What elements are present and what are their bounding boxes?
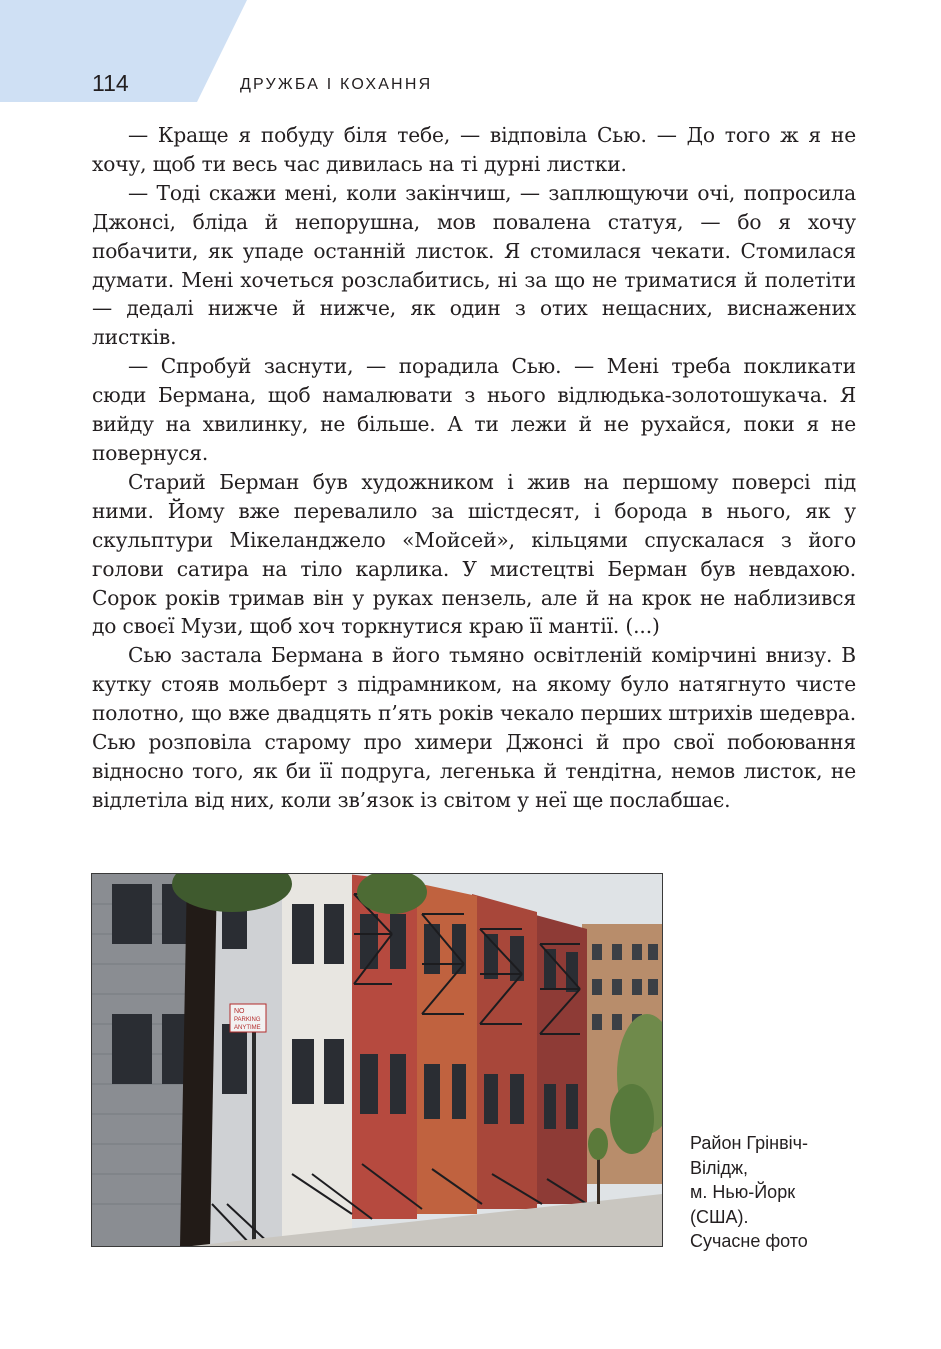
header-accent-band [0,0,941,110]
sign-text: ANYTIME [234,1025,261,1031]
caption-line: Вілідж, [690,1157,749,1178]
greenwich-village-photo [91,873,663,1247]
story-text [92,121,856,815]
section-title: ДРУЖБА І КОХАННЯ [240,76,433,93]
caption-line: м. Нью-Йорк [690,1182,796,1202]
caption-line: (США). [690,1206,749,1227]
sign-text: PARKING [234,1017,261,1023]
paragraph: Сью застала Бермана в його тьмяно освітленій комірчині внизу. В кутку стояв мольберт з підрамником, на якому було натягнуто чисте полотно, що вже двадцять п’ять років чекало перших штрихів шедевра. Сью розповіла старому про химери Джонсі й про свої побоювання відносно того, як би її подруга, легенька й тендітна, немов листок, не відлетіла від них, коли зв’язок із світом у неї ще послабшає. [92,643,856,812]
paragraph: — Тоді скажи мені, коли закінчиш, — заплющуючи очі, попросила Джонсі, бліда й непорушна, мов повалена статуя, — бо я хочу побачити, як упаде останній листок. Я стомилася чекати. Стомилася думати. Мені хочеться розслабитись, ні за що не триматися й полетіти — дедалі нижче й нижче, як один з отих нещасних, виснажених листків. [92,180,856,350]
caption-line: Сучасне фото [690,1231,808,1251]
paragraph: — Краще я побуду біля тебе, — відповіла Сью. — До того ж я не хочу, щоб ти весь час дивилась на ті дурні листки. [92,123,856,176]
photo-caption [690,1131,900,1254]
paragraph: — Спробуй заснути, — порадила Сью. — Мені треба покликати сюди Бермана, щоб намалювати з нього відлюдька-золотошукача. Я вийду на хвилинку, не більше. А ти лежи й не рухайся, поки я не повернуся. [92,354,856,465]
page-number: 114 [92,70,129,96]
sign-text: NO [234,1008,245,1015]
caption-line: Район Грінвіч- [690,1133,809,1153]
paragraph: Старий Берман був художником і жив на першому поверсі під ними. Йому вже перевалило за шістдесят, і борода в нього, як у скульптури Мікеланджело «Мойсей», кільцями спускалася з його голови сатира на тіло карлика. У мистецтві Берман був невдахою. Сорок років тримав він у руках пензель, але й на крок не наблизився до своєї Музи, щоб хоч торкнутися краю її мантії. (...) [92,469,856,639]
